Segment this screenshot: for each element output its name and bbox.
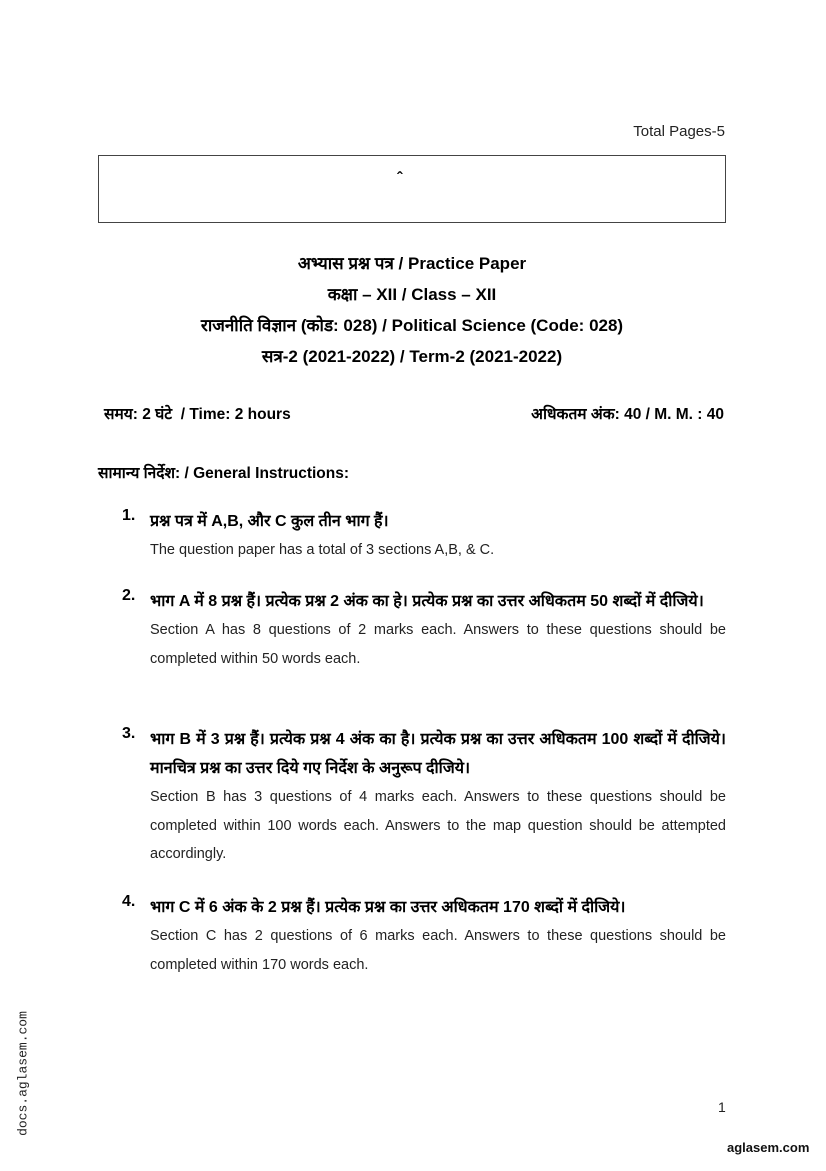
heading-hindi: सामान्य निर्देश: (98, 465, 181, 482)
instruction-item (122, 587, 726, 673)
instruction-number: 1. (122, 507, 136, 524)
brand-watermark: aglasem.com (727, 1140, 810, 1155)
instruction-hindi: प्रश्न पत्र में A,B, और C कुल तीन भाग हैं। (150, 513, 389, 530)
instruction-english: The question paper has a total of 3 sections A,B, & C. (150, 542, 495, 558)
paper-title: अभ्यास प्रश्न पत्र / Practice Paper (297, 254, 527, 273)
instruction-item (122, 893, 726, 979)
paper-title-block (98, 248, 726, 372)
page-number: 1 (718, 1099, 726, 1115)
instruction-english: Section C has 2 questions of 6 marks each. Answers to these questions should be completed within 170 words each. (150, 928, 726, 973)
marks-hindi: अधिकतम अंक (531, 406, 615, 423)
instruction-number: 4. (122, 893, 136, 910)
instruction-item (122, 725, 726, 869)
time-hindi: समय: 2 घंटे (104, 406, 173, 423)
instruction-hindi: भाग C में 6 अंक के 2 प्रश्न हैं। प्रत्येक प्रश्न का उत्तर अधिकतम 170 शब्दों में दीजिये। (150, 899, 626, 916)
marks-english: : 40 / M. M. : 40 (614, 406, 724, 423)
time-marks-row (104, 402, 724, 424)
instruction-item (122, 507, 726, 565)
max-marks-info (531, 402, 724, 424)
time-english: / Time: 2 hours (172, 406, 291, 423)
instruction-number: 2. (122, 587, 136, 604)
class-label: कक्षा – XII / Class – XII (327, 285, 497, 304)
heading-english: / General Instructions: (180, 465, 350, 482)
instruction-english: Section A has 8 questions of 2 marks each. Answers to these questions should be completed within 50 words each. (150, 622, 726, 667)
total-pages-label: Total Pages-5 (633, 123, 725, 140)
caret-mark: ˆ (397, 170, 403, 187)
roll-number-box (98, 155, 726, 223)
subject-label: राजनीति विज्ञान (कोड: 028) / Political Science (Code: 028) (200, 316, 624, 335)
instruction-number: 3. (122, 725, 136, 742)
instruction-hindi: भाग A में 8 प्रश्न हैं। प्रत्येक प्रश्न 2 अंक का हे। प्रत्येक प्रश्न का उत्तर अधिकतम 50 शब्दों में दीजिये। (150, 593, 704, 610)
time-info (104, 402, 291, 424)
side-url-watermark: docs.aglasem.com (15, 1011, 31, 1136)
term-label: सत्र-2 (2021-2022) / Term-2 (2021-2022) (261, 347, 563, 366)
instruction-hindi: भाग B में 3 प्रश्न हैं। प्रत्येक प्रश्न 4 अंक का है। प्रत्येक प्रश्न का उत्तर अधिकतम 100 शब्दों में दीजिये। मानचित्र प्रश्न का उत्तर दिये गए निर्देश के अनुरूप दीजिये। (150, 731, 726, 777)
instruction-english: Section B has 3 questions of 4 marks each. Answers to these questions should be completed within 100 words each. Answers to the map question should be attempted accordingly. (150, 789, 726, 862)
general-instructions-heading (98, 461, 349, 483)
